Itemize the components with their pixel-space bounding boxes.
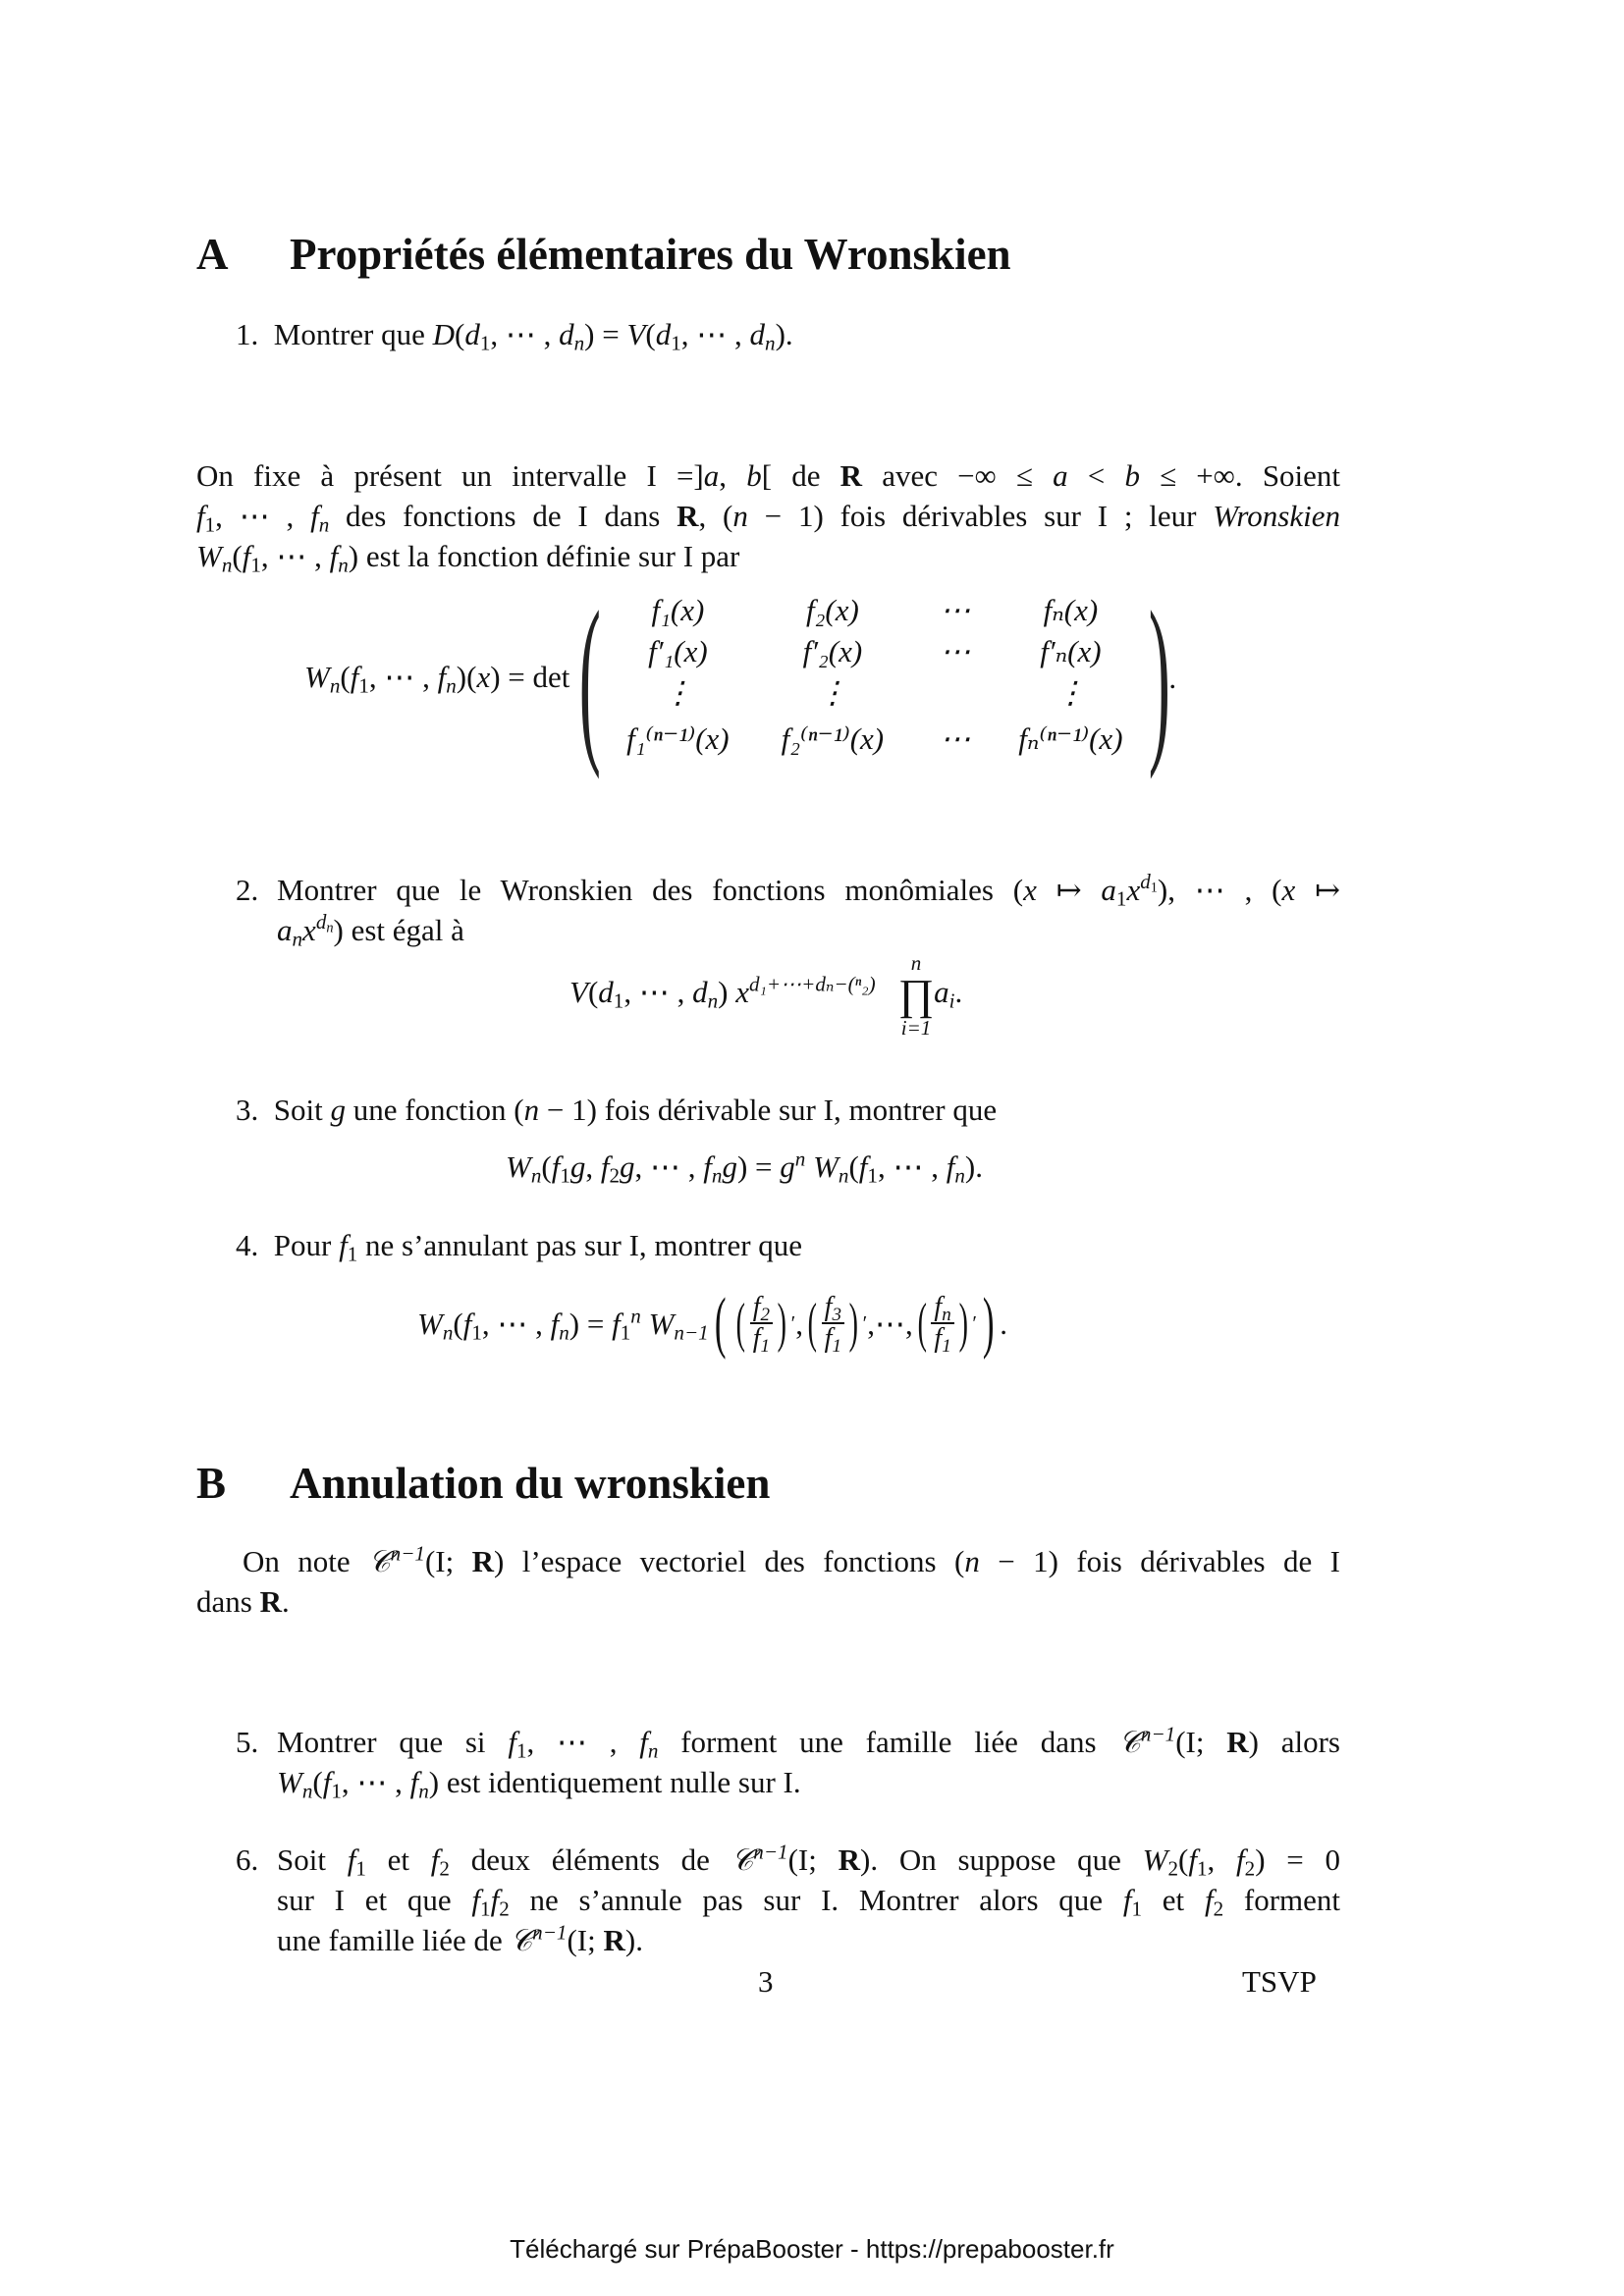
question-number: 6. xyxy=(236,1842,259,1877)
matrix-cell: f₂(x) xyxy=(806,593,859,627)
question-1: 1. Montrer que $D(d_1$, ⋯ , $d_n) = V(d_1$, ⋯ , $d_n$). xyxy=(236,317,793,355)
intro-line-3: $W_n(f_1$, ⋯ , $f_n$) est la fonction définie sur I par xyxy=(196,539,740,577)
question-4-formula: $W_n(f_1$, ⋯ , $f_n) = f_1^n$ $W_{n-1}$ ( ( $\frac{f_2}{f_1}$ ) ′ , ( $\frac{f_3}{f_1}$ ) ′ , ⋯ , ( $\frac{f_n}{f_1}$ ) ′ ) . xyxy=(417,1285,1008,1361)
matrix-cell: f′₁(x) xyxy=(648,634,708,668)
right-paren: ) xyxy=(1149,574,1171,780)
fraction: $\frac{f_n}{f_1}$ xyxy=(931,1293,953,1354)
question-number: 2. xyxy=(236,873,259,907)
matrix-cell: f₁⁽ⁿ⁻¹⁾(x) xyxy=(626,721,730,756)
tsvp-label: TSVP xyxy=(1242,1964,1317,1999)
product-operator: n ∏ i=1 xyxy=(897,951,935,1040)
wronskian-matrix xyxy=(599,590,1139,765)
question-number: 4. xyxy=(236,1228,259,1262)
intro-line-1: On fixe à présent un intervalle I =]a, b[ de R avec −∞ ≤ a < b ≤ +∞. Soient xyxy=(196,458,1341,493)
matrix-cell: f′ₙ(x) xyxy=(1040,634,1102,668)
fraction: $\frac{f_2}{f_1}$ xyxy=(750,1293,773,1354)
intro-b-line-2: dans R. xyxy=(196,1584,290,1619)
page-number: 3 xyxy=(758,1964,774,1999)
section-b-heading xyxy=(196,1459,770,1508)
intro-line-2: $f_1$, ⋯ , $f_n$ des fonctions de I dans R, (n − 1) fois dérivables sur I ; leur Wronskien xyxy=(196,499,1341,537)
section-a-heading xyxy=(196,230,1011,279)
matrix-cell: f₂⁽ⁿ⁻¹⁾(x) xyxy=(781,721,885,756)
matrix-cell: ⋯ xyxy=(940,721,971,756)
left-paren: ( xyxy=(579,574,602,780)
fraction: $\frac{f_3}{f_1}$ xyxy=(822,1293,844,1354)
section-b-letter: B xyxy=(196,1459,227,1508)
question-2-formula: $V(d_1$, ⋯ , $d_n$) $x^{d_1+\cdots+d_n-(^n_2)}$ n ∏ i=1 $a_i$. xyxy=(569,951,963,1040)
matrix-cell: ⋯ xyxy=(940,634,971,668)
matrix-cell: f₁(x) xyxy=(651,593,705,627)
matrix-cell: ⋯ xyxy=(940,593,971,627)
matrix-cell: fₙ⁽ⁿ⁻¹⁾(x) xyxy=(1018,721,1123,756)
question-4: 4. Pour $f_1$ ne s’annulant pas sur I, montrer que xyxy=(236,1228,803,1266)
question-2: 2. Montrer que le Wronskien des fonctions monômiales (x ↦ $a_1x^{d_1}$), ⋯ , (x ↦ $a_nx^{d_n}$) est égal à xyxy=(236,870,1340,951)
matrix-cell: fₙ(x) xyxy=(1043,593,1099,627)
matrix-cell: f′₂(x) xyxy=(802,634,863,668)
question-3-formula: $W_n(f_1g$, $f_2g$, ⋯ , $f_ng) = g^n$ $W_n(f_1$, ⋯ , $f_n$). xyxy=(506,1147,983,1188)
intro-b-line-1: On note 𝒞$^{n-1}$(I; R) l’espace vectoriel des fonctions (n − 1) fois dérivables de I xyxy=(243,1541,1341,1578)
wronskian-definition: $W_n(f_1$, ⋯ , $f_n)(x) = \det$ ( f₁(x) f₂(x) ⋯ fₙ(x) f′₁(x) f′₂(x) ⋯ f′ₙ(x) ⋮ ⋮ ⋮ f₁⁽ⁿ⁻¹⁾(x) f₂⁽ⁿ⁻¹⁾(x) ⋯ fₙ⁽ⁿ⁻¹⁾(x) ) . xyxy=(304,574,1177,780)
matrix-cell: ⋮ xyxy=(662,675,693,710)
matrix-cell: ⋮ xyxy=(817,675,848,710)
question-6: 6. Soit $f_1$ et $f_2$ deux éléments de 𝒞$^{n-1}$(I; R). On suppose que $W_2(f_1$, $f_2) = 0$ sur I et que $f_1f_2$ ne s’annule pas sur I. Montrer alors que $f_1$ et $f_2$ forment une famille liée de 𝒞$^{n-1}$(I; R). xyxy=(236,1840,1341,1957)
question-number: 1. xyxy=(236,317,259,351)
definition-lhs: $W_n(f_1$, ⋯ , $f_n)(x) = \det$ xyxy=(304,660,570,698)
section-a-title: Propriétés élémentaires du Wronskien xyxy=(290,230,1011,279)
matrix-cell: ⋮ xyxy=(1055,675,1086,710)
section-a-letter: A xyxy=(196,230,229,279)
question-number: 5. xyxy=(236,1725,259,1759)
section-b-title: Annulation du wronskien xyxy=(290,1459,771,1508)
question-3: 3. Soit g une fonction (n − 1) fois dérivable sur I, montrer que xyxy=(236,1093,998,1127)
question-5: 5. Montrer que si $f_1$, ⋯ , $f_n$ forment une famille liée dans 𝒞$^{n-1}$(I; R) alors $W_n(f_1$, ⋯ , $f_n$) est identiquement nulle sur I. xyxy=(236,1722,1340,1803)
download-watermark: Téléchargé sur PrépaBooster - https://prepabooster.fr xyxy=(510,2234,1114,2264)
question-number: 3. xyxy=(236,1093,259,1127)
